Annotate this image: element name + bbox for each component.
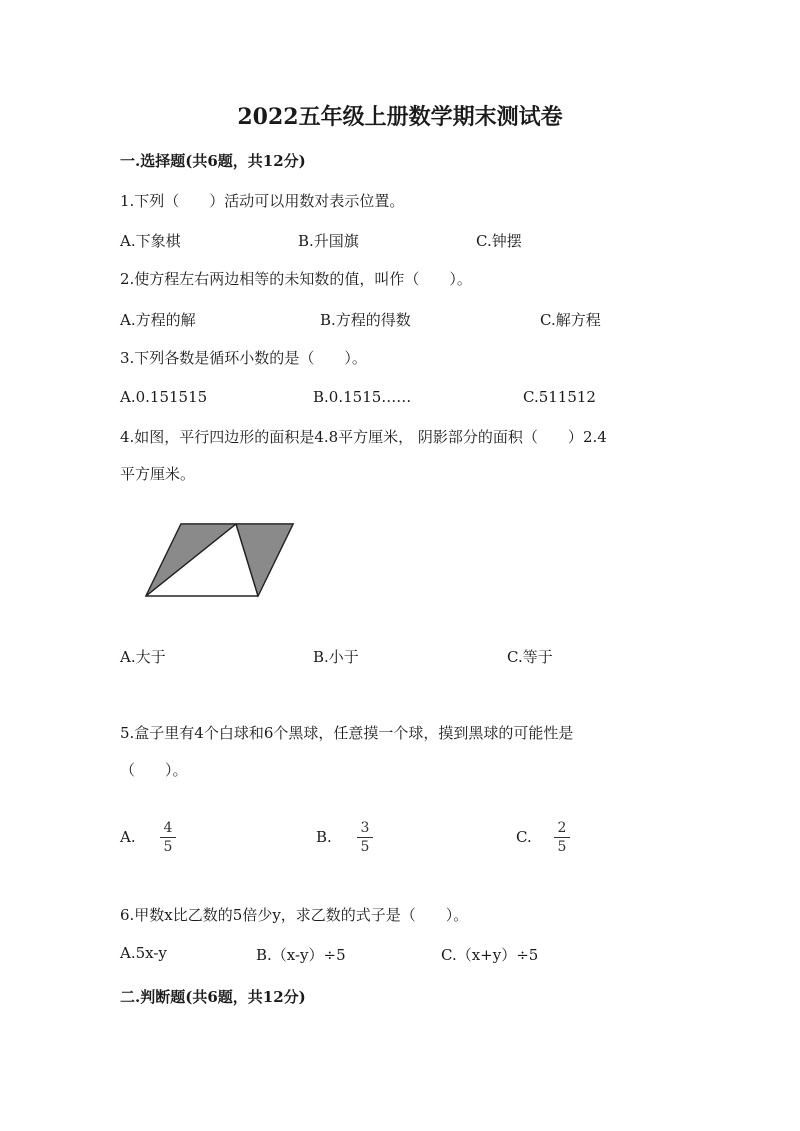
q6-option-c[interactable]: C.（x+y）÷5 <box>441 946 539 964</box>
q2-option-b[interactable]: B.方程的得数 <box>320 311 411 329</box>
q1-option-a[interactable]: A.下象棋 <box>120 232 181 250</box>
question-4-line-2: 平方厘米。 <box>120 465 196 483</box>
q5-option-b-label[interactable]: B. <box>316 828 332 846</box>
q2-option-c[interactable]: C.解方程 <box>540 311 601 329</box>
q5-option-a-label[interactable]: A. <box>120 828 136 846</box>
q4-option-c[interactable]: C.等于 <box>507 648 553 666</box>
question-3: 3.下列各数是循环小数的是（ ）。 <box>120 349 367 367</box>
q5-option-b-fraction <box>357 820 373 855</box>
numerator: 4 <box>163 820 173 836</box>
question-6: 6.甲数x比乙数的5倍少y，求乙数的式子是（ ）。 <box>120 906 469 924</box>
q5-option-a-fraction <box>160 820 176 855</box>
denominator: 5 <box>557 839 567 855</box>
question-5-line-2: （ ）。 <box>120 761 188 779</box>
numerator: 3 <box>360 820 370 836</box>
question-2: 2.使方程左右两边相等的未知数的值，叫作（ ）。 <box>120 270 472 288</box>
q4-option-a[interactable]: A.大于 <box>120 648 166 666</box>
question-1: 1.下列（ ）活动可以用数对表示位置。 <box>120 192 405 210</box>
q1-option-c[interactable]: C.钟摆 <box>476 232 522 250</box>
denominator: 5 <box>163 839 173 855</box>
parallelogram-figure <box>138 514 303 606</box>
numerator: 2 <box>557 820 567 836</box>
fraction-bar <box>554 837 570 838</box>
section-heading-1: 一.选择题(共6题，共12分) <box>120 152 306 170</box>
q5-option-c-fraction <box>554 820 570 855</box>
q6-option-a[interactable]: A.5x-y <box>120 944 167 962</box>
q5-option-c-label[interactable]: C. <box>516 828 532 846</box>
q6-option-b[interactable]: B.（x-y）÷5 <box>256 946 346 964</box>
q2-option-a[interactable]: A.方程的解 <box>120 311 196 329</box>
page-title: 2022五年级上册数学期末测试卷 <box>237 104 563 130</box>
question-5-line-1: 5.盒子里有4个白球和6个黑球，任意摸一个球，摸到黑球的可能性是 <box>120 724 574 742</box>
q3-option-c[interactable]: C.511512 <box>523 388 596 406</box>
q1-option-b[interactable]: B.升国旗 <box>298 232 359 250</box>
fraction-bar <box>160 837 176 838</box>
q4-option-b[interactable]: B.小于 <box>313 648 359 666</box>
question-4-line-1: 4.如图，平行四边形的面积是4.8平方厘米， 阴影部分的面积（ ）2.4 <box>120 428 607 446</box>
fraction-bar <box>357 837 373 838</box>
q3-option-a[interactable]: A.0.151515 <box>120 388 208 406</box>
denominator: 5 <box>360 839 370 855</box>
q3-option-b[interactable]: B.0.1515…… <box>313 388 412 406</box>
section-heading-2: 二.判断题(共6题，共12分) <box>120 988 306 1006</box>
